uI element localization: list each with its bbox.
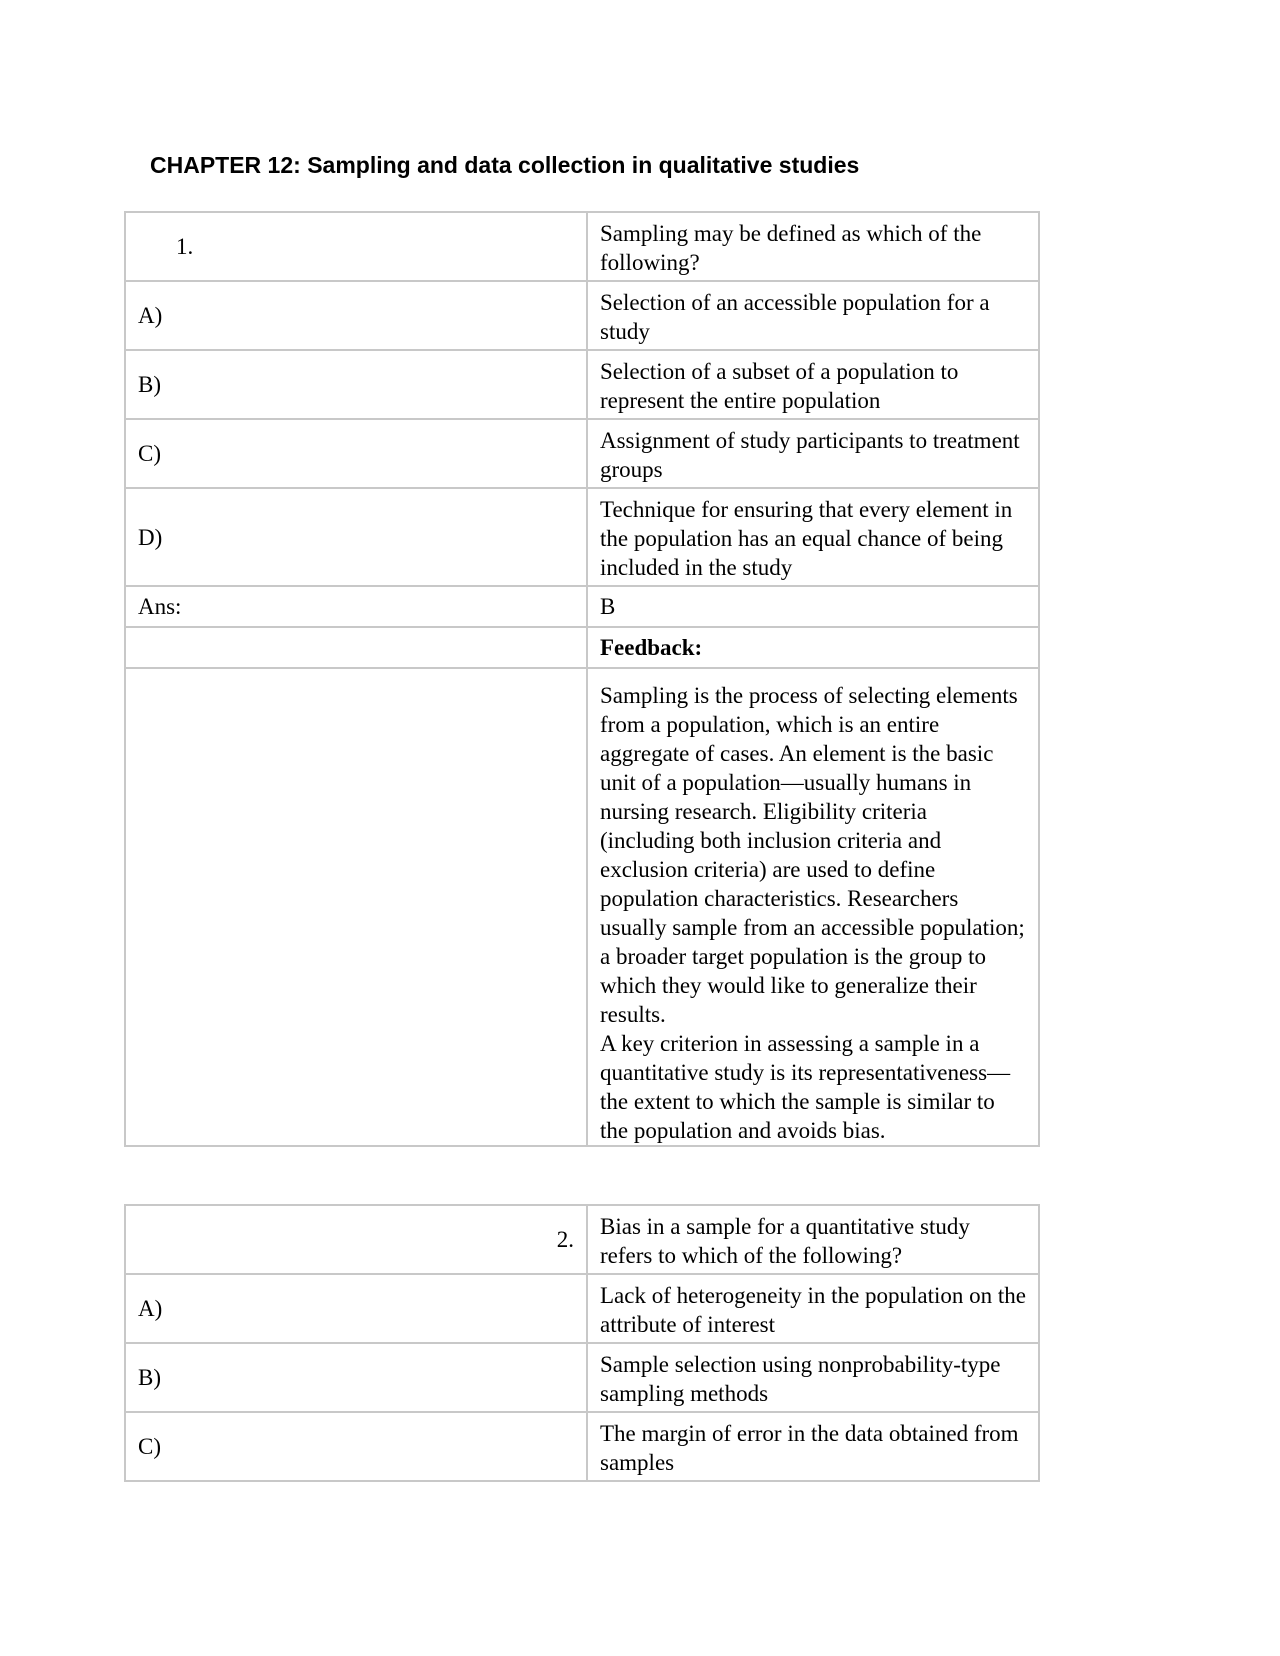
option-text: Technique for ensuring that every element in the population has an equal chance of being included in the study — [587, 488, 1039, 586]
question-number: 1. — [125, 212, 587, 281]
chapter-title: CHAPTER 12: Sampling and data collection in qualitative studies — [150, 152, 860, 178]
feedback-paragraph: Sampling is the process of selecting elements from a population, which is an entire aggregate of cases. An element is the basic unit of a population—usually humans in nursing research. Eligibility criteria (including both inclusion criteria and exclusion criteria) are used to define population characteristics. Researchers usually sample from an accessible population; a broader target population is the group to which they would like to generalize their results. — [600, 683, 1025, 1027]
option-label: B) — [125, 350, 587, 419]
empty-cell — [125, 627, 587, 668]
question-stem: Bias in a sample for a quantitative study refers to which of the following? — [587, 1205, 1039, 1274]
option-row — [125, 350, 1039, 419]
question-2-table — [124, 1204, 1040, 1482]
question-number: 2. — [125, 1205, 587, 1274]
answer-label: Ans: — [125, 586, 587, 627]
option-row — [125, 488, 1039, 586]
question-row — [125, 212, 1039, 281]
option-text: Assignment of study participants to treatment groups — [587, 419, 1039, 488]
option-text: Lack of heterogeneity in the population on the attribute of interest — [587, 1274, 1039, 1343]
option-label: A) — [125, 281, 587, 350]
option-label: C) — [125, 419, 587, 488]
answer-row — [125, 586, 1039, 627]
option-row — [125, 281, 1039, 350]
option-label: D) — [125, 488, 587, 586]
option-text: Sample selection using nonprobability-type sampling methods — [587, 1343, 1039, 1412]
empty-cell — [125, 668, 587, 1146]
feedback-paragraph: A key criterion in assessing a sample in a quantitative study is its representativeness—the extent to which the sample is similar to the population and avoids bias. — [600, 1031, 1011, 1143]
option-label: B) — [125, 1343, 587, 1412]
feedback-header-row — [125, 627, 1039, 668]
option-row — [125, 1274, 1039, 1343]
option-label: A) — [125, 1274, 587, 1343]
option-row — [125, 1343, 1039, 1412]
question-1-table — [124, 211, 1040, 1147]
option-row — [125, 1412, 1039, 1481]
option-label: C) — [125, 1412, 587, 1481]
option-text: The margin of error in the data obtained from samples — [587, 1412, 1039, 1481]
answer-value: B — [587, 586, 1039, 627]
feedback-label: Feedback: — [587, 627, 1039, 668]
feedback-row — [125, 668, 1039, 1146]
option-text: Selection of a subset of a population to represent the entire population — [587, 350, 1039, 419]
question-stem: Sampling may be defined as which of the following? — [587, 212, 1039, 281]
option-text: Selection of an accessible population for a study — [587, 281, 1039, 350]
option-row — [125, 419, 1039, 488]
question-row — [125, 1205, 1039, 1274]
feedback-body — [587, 668, 1039, 1146]
